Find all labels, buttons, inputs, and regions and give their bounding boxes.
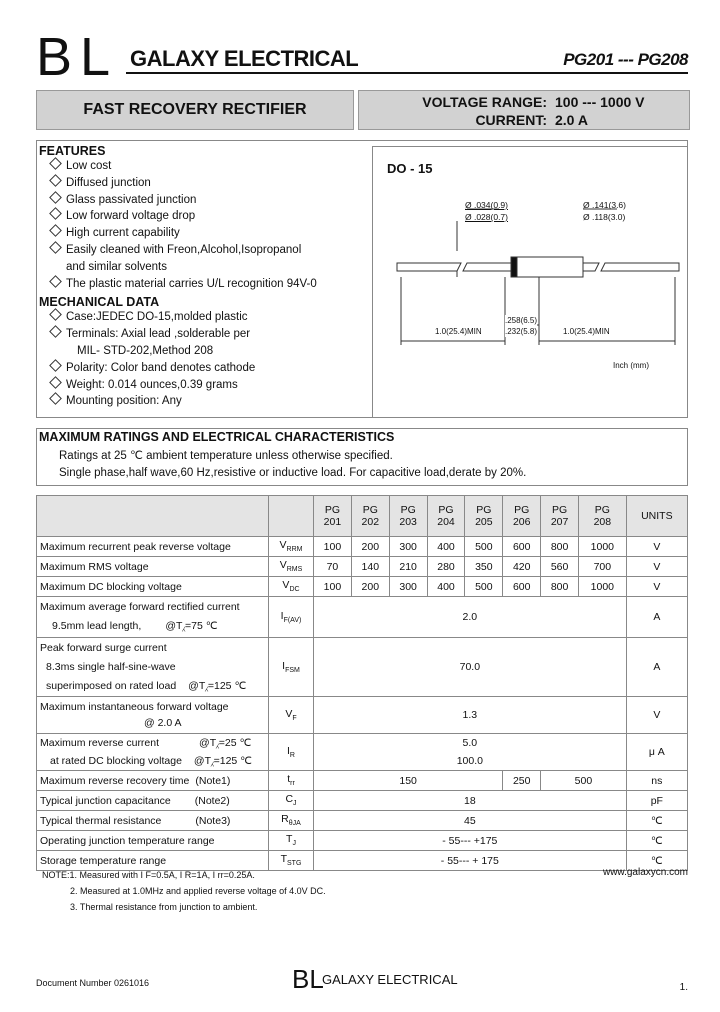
ratings-note-2: Single phase,half wave,60 Hz,resistive or inductive load. For capacitive load,derate by 20%. <box>59 467 527 479</box>
feature-item: The plastic material carries U/L recognition 94V-0 <box>39 276 317 293</box>
part-header-206: PG 206 <box>503 496 541 537</box>
note-3: 3. Thermal resistance from junction to ambient. <box>70 902 258 912</box>
product-title: FAST RECOVERY RECTIFIER <box>83 101 307 118</box>
voltage-value: 100 --- 1000 V <box>555 94 645 110</box>
table-row: Maximum reverse current @T⁁=25 ℃ at rated DC blocking voltage @T⁁=125 ℃ $I_R$ 5.0 100.0 μ A <box>37 734 688 771</box>
part-header-202: PG 202 <box>351 496 389 537</box>
ratings-heading: MAXIMUM RATINGS AND ELECTRICAL CHARACTERISTICS <box>39 430 395 444</box>
note-2: 2. Measured at 1.0MHz and applied reverse voltage of 4.0V DC. <box>70 886 326 896</box>
feature-item-continued: and similar solvents <box>66 260 167 273</box>
ratings-section <box>36 428 688 486</box>
voltage-row <box>411 94 645 110</box>
package-name: DO - 15 <box>387 161 433 176</box>
ratings-note-1: Ratings at 25 ℃ ambient temperature unless otherwise specified. <box>59 450 393 462</box>
mechanical-item: Mounting position: Any <box>39 393 317 410</box>
header-rule <box>126 72 688 74</box>
ratings-table <box>36 495 688 871</box>
document-number: Document Number 0261016 <box>36 978 150 988</box>
features-heading: FEATURES <box>39 144 106 158</box>
diamond-bullet-icon <box>49 376 62 389</box>
company-logo: BL <box>36 27 119 87</box>
part-header-201: PG 201 <box>314 496 352 537</box>
dimension-units: Inch (mm) <box>613 361 649 370</box>
table-row: Maximum RMS voltage $V_{RMS}$ 70 140 210 280 350 420 560 700 V <box>37 557 688 577</box>
diamond-bullet-icon <box>49 275 62 288</box>
current-row <box>411 112 588 128</box>
part-header-204: PG 204 <box>427 496 465 537</box>
table-row: Storage temperature range $T_{STG}$ - 55--- + 175 ℃ <box>37 851 688 871</box>
diamond-bullet-icon <box>49 359 62 372</box>
part-header-205: PG 205 <box>465 496 503 537</box>
table-row: Operating junction temperature range $T_J$ - 55--- +175 ℃ <box>37 831 688 851</box>
part-header-203: PG 203 <box>389 496 427 537</box>
part-header-208: PG 208 <box>579 496 627 537</box>
table-header-row <box>37 496 688 537</box>
diamond-bullet-icon <box>49 325 62 338</box>
current-value: 2.0 A <box>555 112 588 128</box>
table-row: Peak forward surge current 8.3ms single half-sine-wave superimposed on rated load @T⁁=125 ℃ $I_{FSM}$ 70.0 A <box>37 638 688 697</box>
diamond-bullet-icon <box>49 224 62 237</box>
mechanical-heading: MECHANICAL DATA <box>39 295 160 310</box>
footer-company: GALAXY ELECTRICAL <box>322 972 458 987</box>
feature-item: High current capability <box>39 225 317 242</box>
feature-item: Glass passivated junction <box>39 192 317 209</box>
notes <box>42 867 326 915</box>
lead-diameter-dim: Ø .034(0.9) Ø .028(0.7) <box>465 200 508 222</box>
footer-logo: BL <box>292 964 324 994</box>
diamond-bullet-icon <box>49 208 62 221</box>
diamond-bullet-icon <box>49 174 62 187</box>
current-label: CURRENT: <box>475 112 547 128</box>
page-number: 1. <box>679 982 688 993</box>
units-header: UNITS <box>626 496 687 537</box>
table-row: Maximum reverse recovery time (Note1) $t_{rr}$ 150 250 500 ns <box>37 771 688 791</box>
diamond-bullet-icon <box>49 309 62 322</box>
feature-item: Low forward voltage drop <box>39 208 317 225</box>
website: www.galaxycn.com <box>602 867 688 878</box>
part-range: PG201 --- PG208 <box>563 50 688 69</box>
mechanical-item-continued: MIL- STD-202,Method 208 <box>77 344 214 357</box>
package-drawing-box <box>372 146 688 418</box>
mechanical-item: Case:JEDEC DO-15,molded plastic <box>39 309 317 326</box>
mechanical-item: Weight: 0.014 ounces,0.39 grams <box>39 377 317 394</box>
spec-summary-box <box>358 90 690 130</box>
table-row: Maximum recurrent peak reverse voltage $V_{RRM}$ 100 200 300 400 500 600 800 1000 V <box>37 537 688 557</box>
table-row: Maximum instantaneous forward voltage @ 2.0 A $V_F$ 1.3 V <box>37 697 688 734</box>
body-length-dim: .258(6.5) .232(5.8) <box>505 316 538 336</box>
table-row: Typical thermal resistance (Note3) $R_{\theta JA}$ 45 ℃ <box>37 811 688 831</box>
do15-outline-drawing <box>373 147 687 417</box>
feature-item: Low cost <box>39 158 317 175</box>
note-1: NOTE:1. Measured with I F=0.5A, I R=1A, I rr=0.25A. <box>42 870 255 880</box>
mechanical-item: Polarity: Color band denotes cathode <box>39 360 317 377</box>
table-row: Maximum DC blocking voltage $V_{DC}$ 100 200 300 400 500 600 800 1000 V <box>37 577 688 597</box>
feature-item: Diffused junction <box>39 175 317 192</box>
table-row: Typical junction capacitance (Note2) $C_J$ 18 pF <box>37 791 688 811</box>
mechanical-item: Terminals: Axial lead ,solderable per <box>39 326 317 343</box>
feature-item: Easily cleaned with Freon,Alcohol,Isopropanol <box>39 242 317 259</box>
voltage-label: VOLTAGE RANGE: <box>422 94 547 110</box>
diamond-bullet-icon <box>49 191 62 204</box>
diamond-bullet-icon <box>49 241 62 254</box>
product-title-box <box>36 90 354 130</box>
company-name: GALAXY ELECTRICAL <box>130 46 359 71</box>
diamond-bullet-icon <box>49 392 62 405</box>
diamond-bullet-icon <box>49 157 62 170</box>
body-diameter-dim: Ø .141(3.6) Ø .118(3.0) <box>583 200 626 222</box>
lead-length-left-dim: 1.0(25.4)MIN <box>435 327 482 336</box>
part-header-207: PG 207 <box>541 496 579 537</box>
lead-length-right-dim: 1.0(25.4)MIN <box>563 327 610 336</box>
table-row: Maximum average forward rectified current 9.5mm lead length, @T⁁=75 ℃ $I_{F(AV)}$ 2.0 A <box>37 597 688 638</box>
